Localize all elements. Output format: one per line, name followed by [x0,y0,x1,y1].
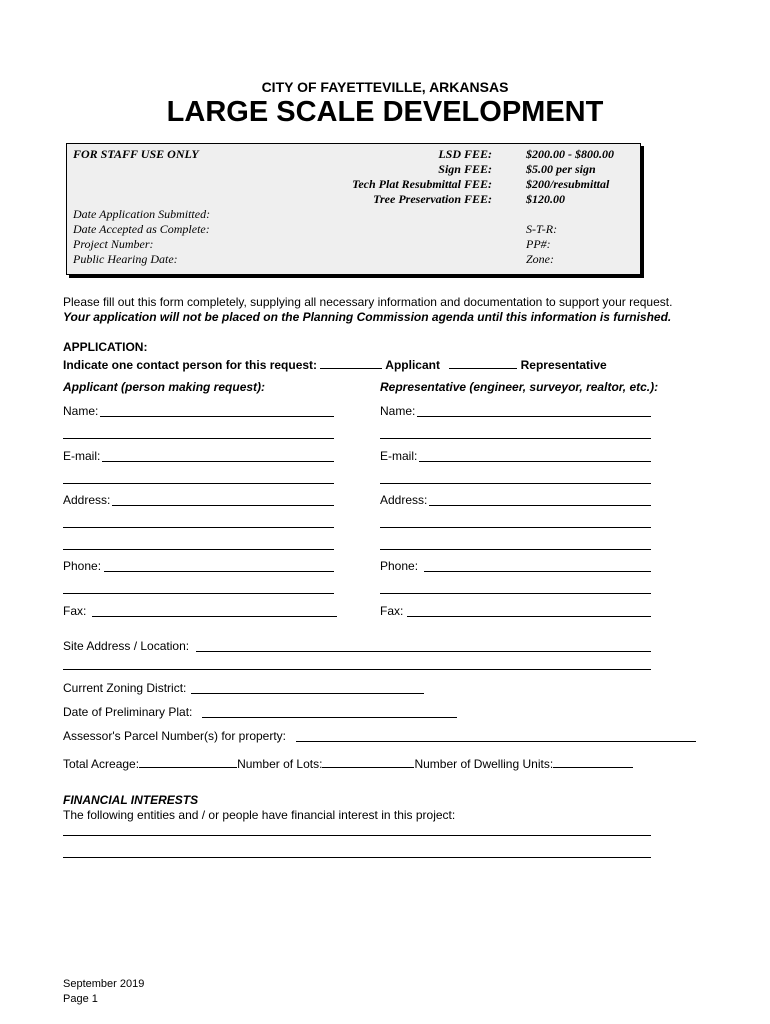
project-number-label: Project Number: [73,237,154,251]
site-address-field-2[interactable] [63,669,651,670]
site-address-label: Site Address / Location: [63,639,190,653]
dwelling-units-field[interactable] [553,755,633,768]
representative-email-field[interactable] [419,461,651,462]
fee-value-tree: $120.00 [526,192,565,206]
representative-fax-field[interactable] [407,616,651,617]
fee-value-tech-plat: $200/resubmittal [526,177,610,191]
applicant-address-field[interactable] [112,505,334,506]
footer-page: Page 1 [63,993,98,1005]
public-hearing-label: Public Hearing Date: [73,252,178,266]
representative-phone-field-2[interactable] [380,593,651,594]
financial-field-1[interactable] [63,835,651,836]
instructions-line: Please fill out this form completely, supplying all necessary information and documentation to support your request. [63,295,673,309]
site-address-field[interactable] [196,651,651,652]
number-of-lots-field[interactable] [322,755,414,768]
current-zoning-label: Current Zoning District: [63,681,187,695]
applicant-phone-field-2[interactable] [63,593,334,594]
applicant-phone-field[interactable] [104,571,334,572]
fee-value-lsd: $200.00 - $800.00 [526,147,614,161]
applicant-address-field-2[interactable] [63,527,334,528]
current-zoning-field[interactable] [191,693,424,694]
date-accepted-label: Date Accepted as Complete: [73,222,210,236]
fee-label-tree: Tree Preservation FEE: [373,192,492,206]
str-label: S-T-R: [526,222,558,236]
date-submitted-label: Date Application Submitted: [73,207,211,221]
footer-date: September 2019 [63,978,145,990]
representative-email-field-2[interactable] [380,483,651,484]
representative-name-label: Name: [380,404,416,418]
applicant-phone-label: Phone: [63,559,102,573]
representative-address-label: Address: [380,493,428,507]
zone-label: Zone: [526,252,554,266]
contact-prompt: Indicate one contact person for this request: [63,358,318,372]
applicant-address-label: Address: [63,493,111,507]
representative-choice-blank[interactable] [449,356,517,369]
applicant-option: Applicant [385,358,440,372]
financial-field-2[interactable] [63,857,651,858]
financial-text: The following entities and / or people have financial interest in this project: [63,808,456,822]
parcel-numbers-field[interactable] [296,741,696,742]
applicant-fax-label: Fax: [63,604,87,618]
preliminary-plat-label: Date of Preliminary Plat: [63,705,193,719]
city-heading: CITY OF FAYETTEVILLE, ARKANSAS [261,79,509,95]
applicant-fax-field[interactable] [92,616,337,617]
applicant-address-field-3[interactable] [63,549,334,550]
parcel-numbers-label: Assessor's Parcel Number(s) for property: [63,729,287,743]
pp-label: PP#: [526,237,551,251]
application-heading: APPLICATION: [63,340,148,354]
representative-option: Representative [520,358,607,372]
staff-use-box [66,143,641,275]
applicant-email-field-2[interactable] [63,483,334,484]
page-title: LARGE SCALE DEVELOPMENT [166,96,604,128]
applicant-email-field[interactable] [102,461,334,462]
dwelling-units-label: Number of Dwelling Units: [414,757,554,771]
totals-row [63,755,633,771]
instructions-warning: Your application will not be placed on the Planning Commission agenda until this information is furnished. [63,310,672,324]
number-of-lots-label: Number of Lots: [237,757,323,771]
applicant-email-label: E-mail: [63,449,101,463]
total-acreage-field[interactable] [139,755,237,768]
total-acreage-label: Total Acreage: [63,757,140,771]
applicant-choice-blank[interactable] [320,356,382,369]
applicant-name-field[interactable] [100,416,334,417]
fee-label-sign: Sign FEE: [438,162,492,176]
preliminary-plat-field[interactable] [202,717,457,718]
fee-label-lsd: LSD FEE: [438,147,492,161]
representative-name-field-2[interactable] [380,438,651,439]
applicant-name-label: Name: [63,404,99,418]
applicant-heading: Applicant (person making request): [63,380,266,394]
representative-heading: Representative (engineer, surveyor, realtor, etc.): [380,380,659,394]
representative-address-field-2[interactable] [380,527,651,528]
contact-prompt-row [63,356,607,372]
representative-phone-field[interactable] [424,571,651,572]
financial-heading: FINANCIAL INTERESTS [63,793,199,807]
representative-phone-label: Phone: [380,559,419,573]
fee-label-tech-plat: Tech Plat Resubmittal FEE: [352,177,492,191]
representative-email-label: E-mail: [380,449,418,463]
staff-use-heading: FOR STAFF USE ONLY [73,147,199,161]
representative-fax-label: Fax: [380,604,404,618]
representative-address-field[interactable] [429,505,651,506]
fee-value-sign: $5.00 per sign [526,162,596,176]
applicant-name-field-2[interactable] [63,438,334,439]
representative-name-field[interactable] [417,416,651,417]
representative-address-field-3[interactable] [380,549,651,550]
